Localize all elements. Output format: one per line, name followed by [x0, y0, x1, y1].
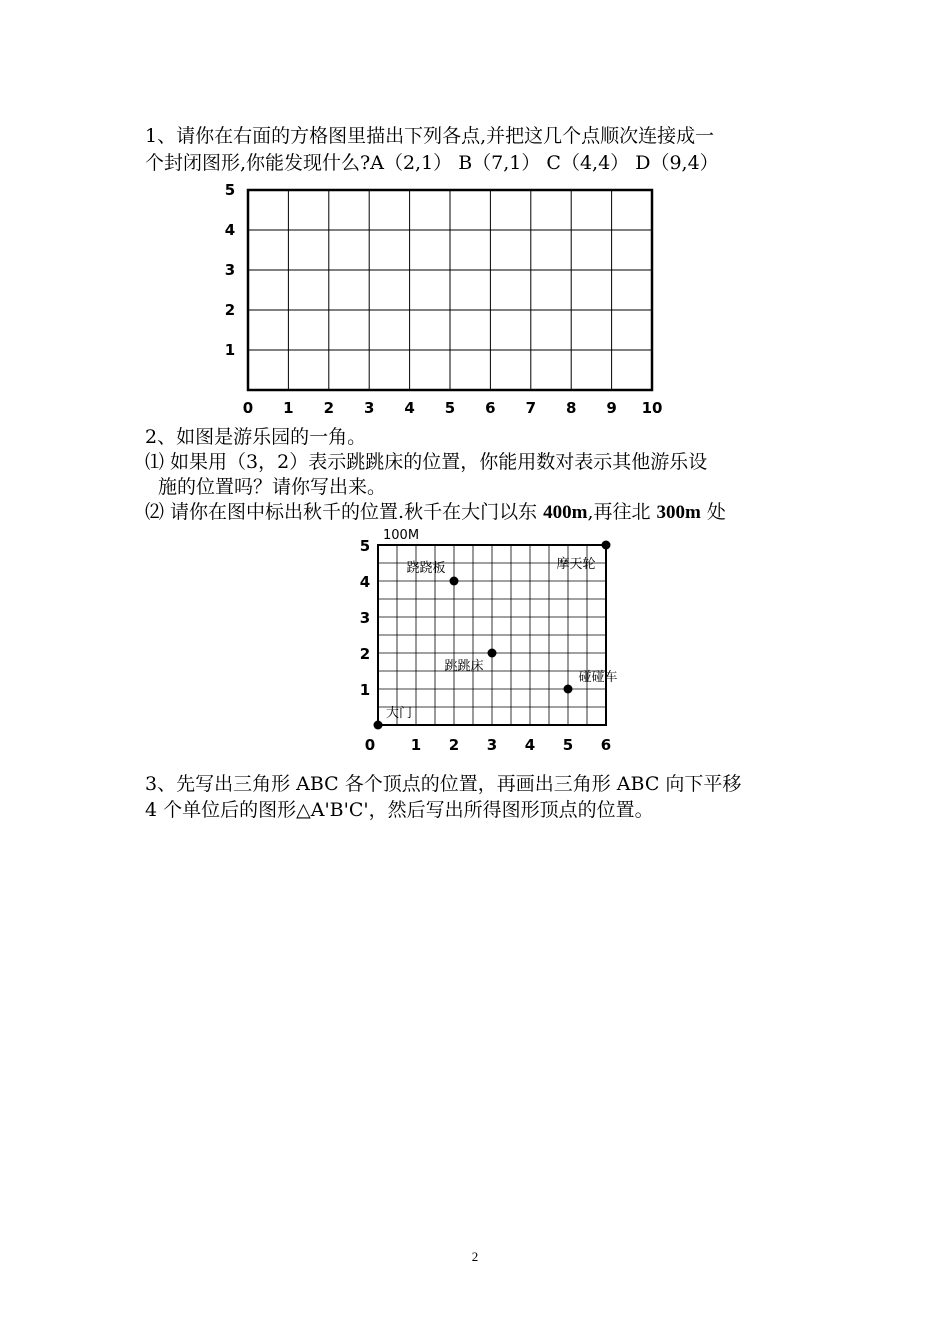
y-tick-label: 5	[224, 181, 236, 199]
map-y-tick-label: 1	[359, 681, 371, 699]
map-y-tick-label: 5	[359, 537, 371, 555]
unit-label: 100M	[383, 528, 420, 543]
x-tick-label: 9	[606, 399, 617, 417]
q2-distance-east: 400m	[543, 502, 588, 523]
q3-text-line2: 4 个单位后的图形△A'B'C'，然后写出所得图形顶点的位置。	[145, 799, 654, 821]
x-tick-label: 4	[404, 399, 415, 417]
x-tick-label: 6	[485, 399, 496, 417]
x-tick-label: 1	[283, 399, 294, 417]
y-tick-label: 1	[224, 341, 236, 359]
map-x-tick-label: 3	[486, 736, 498, 754]
q2-text-line3: 施的位置吗？请你写出来。	[158, 476, 387, 498]
x-tick-label: 10	[641, 399, 663, 417]
map-x-tick-label: 6	[600, 736, 612, 754]
map-x-tick-label: 2	[448, 736, 460, 754]
q2-line4-pre: ⑵ 请你在图中标出秋千的位置.秋千在大门以东	[145, 501, 544, 523]
y-tick-label: 4	[224, 221, 236, 239]
map-point-label: 跳跳床	[444, 659, 484, 674]
x-tick-label: 5	[444, 399, 456, 417]
q2-text-line1: 2、如图是游乐园的一角。	[145, 426, 367, 448]
x-tick-label: 8	[565, 399, 577, 417]
q3-text-line1: 3、先写出三角形 ABC 各个顶点的位置，再画出三角形 ABC 向下平移	[145, 773, 742, 795]
y-tick-label: 3	[224, 261, 236, 279]
x-tick-label: 2	[323, 399, 335, 417]
map-point	[602, 541, 611, 550]
map-point-label: 大门	[386, 706, 413, 721]
q2-distance-north: 300m	[656, 502, 701, 523]
map-point	[450, 577, 459, 586]
map-point	[564, 685, 573, 694]
y-tick-label: 2	[224, 301, 236, 319]
q2-line4-mid: ,再往北	[587, 501, 657, 523]
map-y-tick-label: 4	[359, 573, 371, 591]
q2-line4-post: 处	[700, 501, 726, 523]
map-point-label: 跷跷板	[406, 561, 446, 576]
map-x-tick-label: 5	[562, 736, 574, 754]
q1-text-line1: 1、请你在右面的方格图里描出下列各点,并把这几个点顺次连接成一	[145, 125, 715, 147]
map-point-label: 摩天轮	[556, 557, 596, 572]
map-x-tick-label: 0	[364, 736, 376, 754]
map-point	[374, 721, 383, 730]
q2-text-line2: ⑴ 如果用（3，2）表示跳跳床的位置，你能用数对表示其他游乐设	[145, 451, 708, 473]
map-x-tick-label: 1	[410, 736, 422, 754]
page-number: 2	[471, 1249, 479, 1264]
map-y-tick-label: 3	[359, 609, 371, 627]
map-point-label: 碰碰车	[578, 670, 618, 685]
map-point	[488, 649, 497, 658]
x-tick-label: 0	[242, 399, 254, 417]
x-tick-label: 7	[525, 399, 537, 417]
map-y-tick-label: 2	[359, 645, 371, 663]
q1-text-line2: 个封闭图形,你能发现什么?A（2,1） B（7,1） C（4,4） D（9,4）	[145, 152, 719, 174]
map-x-tick-label: 4	[524, 736, 536, 754]
x-tick-label: 3	[363, 399, 375, 417]
